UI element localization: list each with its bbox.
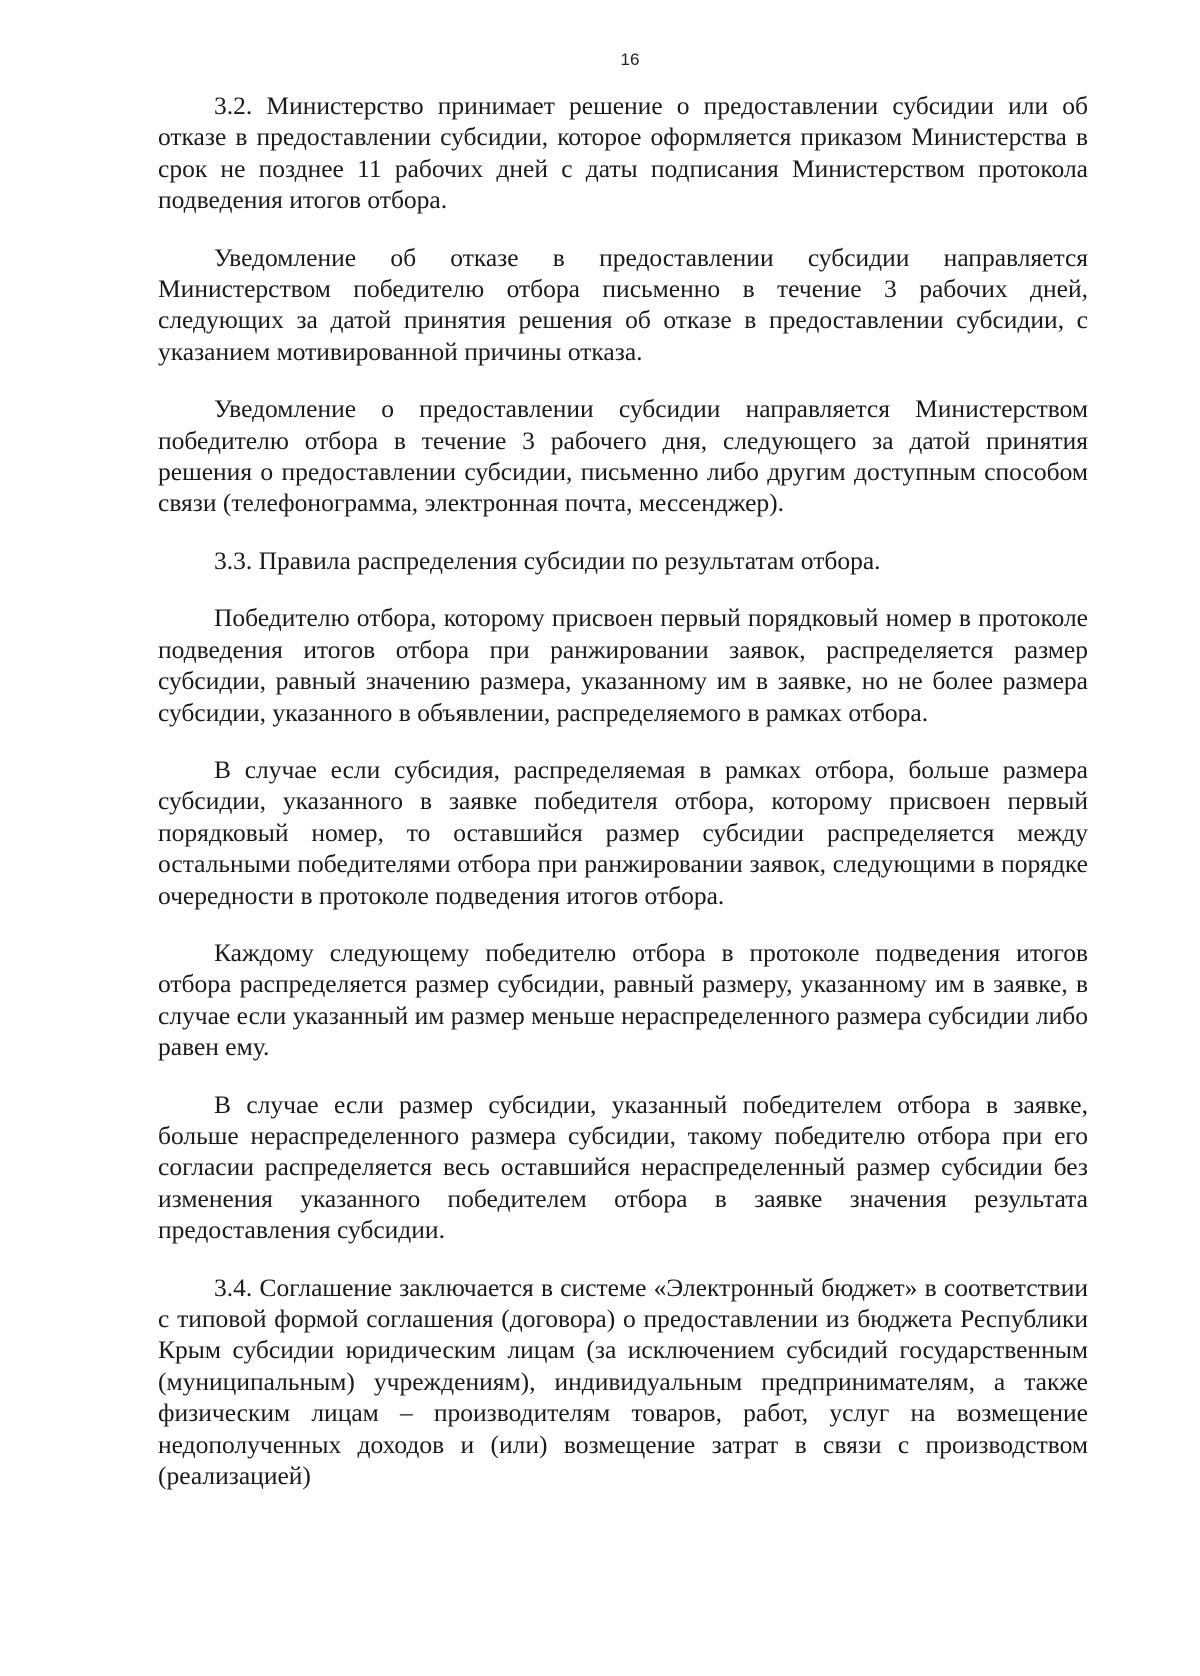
paragraph-each-next-winner: Каждому следующему победителю отбора в протоколе подведения итогов отбора распределяется размер субсидии, равный размеру, указанному им в заявке, в случае если указанный им размер меньше нераспределенного размера субсидии либо равен ему. (158, 937, 1088, 1062)
paragraph-remaining-distribution: В случае если субсидия, распределяемая в рамках отбора, больше размера субсидии, указанного в заявке победителя отбора, которому присвоен первый порядковый номер, то оставшийся размер субсидии распределяется между остальными победителями отбора при ранжировании заявок, следующими в порядке очередности в протоколе подведения итогов отбора. (158, 754, 1088, 910)
paragraph-3-4: 3.4. Соглашение заключается в системе «Электронный бюджет» в соответствии с типовой формой соглашения (договора) о предоставлении из бюджета Республики Крым субсидии юридическим лицам (за исключением субсидий государственным (муниципальным) учреждениям), индивидуальным предпринимателям, а также физическим лицам – производителям товаров, работ, услуг на возмещение недополученных доходов и (или) возмещение затрат в связи с производством (реализацией) (158, 1272, 1088, 1491)
paragraph-3-2: 3.2. Министерство принимает решение о предоставлении субсидии или об отказе в предоставлении субсидии, которое оформляется приказом Министерства в срок не позднее 11 рабочих дней с даты подписания Министерством протокола подведения итогов отбора. (158, 91, 1088, 215)
paragraph-refusal-notice: Уведомление об отказе в предоставлении субсидии направляется Министерством победителю отбора письменно в течение 3 рабочих дней, следующих за датой принятия решения об отказе в предоставлении субсидии, с указанием мотивированной причины отказа. (158, 242, 1088, 366)
paragraph-first-winner: Победителю отбора, которому присвоен первый порядковый номер в протоколе подведения итогов отбора при ранжировании заявок, распределяется размер субсидии, равный значению размера, указанному им в заявке, но не более размера субсидии, указанного в объявлении, распределяемого в рамках отбора. (158, 603, 1088, 727)
page-number: 16 (620, 50, 640, 69)
paragraph-3-3-heading: 3.3. Правила распределения субсидии по результатам отбора. (214, 545, 881, 575)
paragraph-exceeding-amount: В случае если размер субсидии, указанный победителем отбора в заявке, больше нераспределенного размера субсидии, такому победителю отбора при его согласии распределяется весь оставшийся нераспределенный размер субсидии без изменения указанного победителем отбора в заявке значения результата предоставления субсидии. (158, 1089, 1088, 1245)
paragraph-grant-notice: Уведомление о предоставлении субсидии направляется Министерством победителю отбора в течение 3 рабочего дня, следующего за датой принятия решения о предоставлении субсидии, письменно либо другим доступным способом связи (телефонограмма, электронная почта, мессенджер). (158, 394, 1088, 518)
